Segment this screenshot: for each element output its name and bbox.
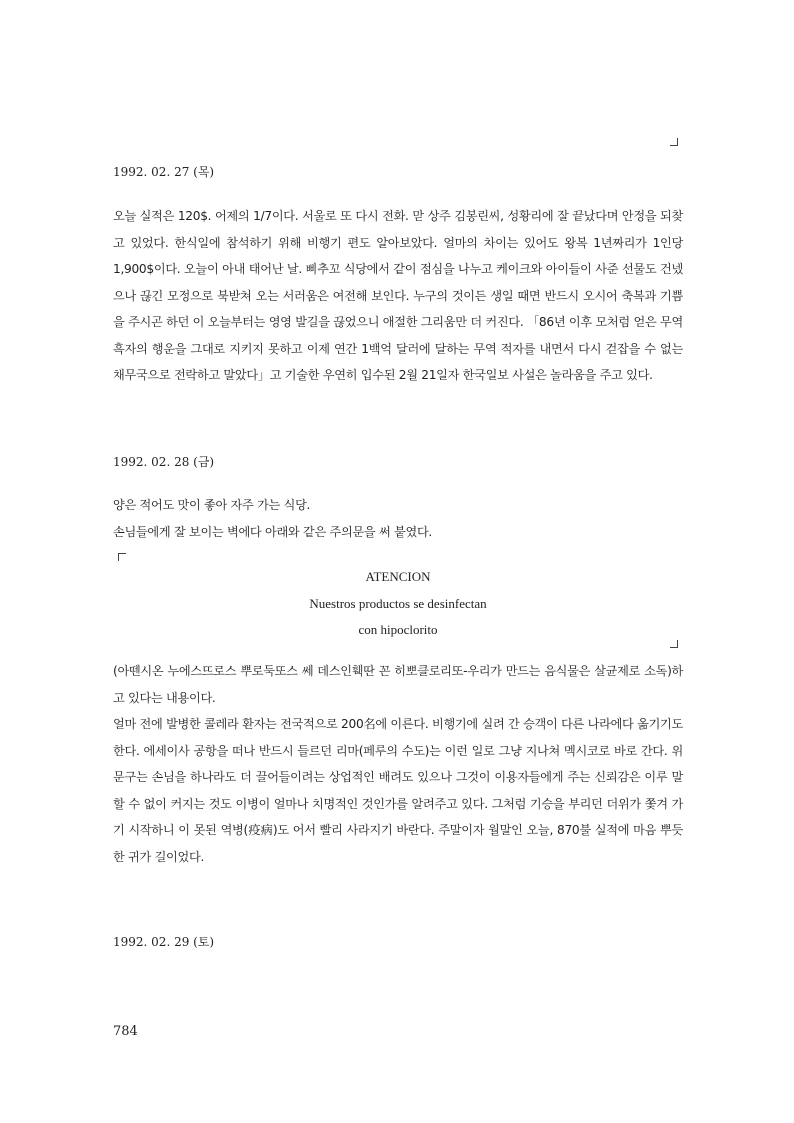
entry-date-0229: 1992. 02. 29 (토): [113, 935, 215, 949]
paragraph: 오늘 실적은 120$. 어제의 1/7이다. 서울로 또 다시 전화. 맏 상주 김봉린씨, 성황리에 잘 끝났다며 안정을 되찾고 있었다. 한식일에 참석하기 위해 비행기 편도 알아보았다. 얼마의 차이는 있어도 왕복 1년짜리가 1인당 1,900$이다. 오늘이 아내 태어난 날. 삐추꼬 식당에서 같이 점심을 나누고 케이크와 아이들이 사준 선물도 건넸으나 끊긴 모정으로 북받쳐 오는 서러움은 여전해 보인다. 누구의 것이든 생일 때면 반드시 오시어 축복과 기쁨을 주시곤 하던 이 오늘부터는 영영 발길을 끊었으니 애절한 그리움만 더 커진다. 「86년 이후 모처럼 얻은 무역 흑자의 행운을 그대로 지키지 못하고 이제 연간 1백억 달러에 달하는 무역 적자를 내면서 다시 걷잡을 수 없는 채무국으로 전락하고 말았다」고 기술한 우연히 입수된 2월 21일자 한국일보 사설은 놀라움을 주고 있다.: [113, 209, 683, 382]
quote-open-mark: [118, 553, 126, 561]
notice-title: ATENCION: [365, 569, 431, 584]
paragraph: 손님들에게 잘 보이는 벽에다 아래와 같은 주의문을 써 붙였다.: [113, 524, 432, 539]
page-number: 784: [113, 1024, 138, 1039]
notice-line: Nuestros productos se desinfectan: [309, 595, 487, 611]
quote-close-mark-top: [670, 138, 678, 146]
entry-date-0228: 1992. 02. 28 (금): [113, 455, 215, 469]
entry-body-0227: [113, 203, 683, 389]
notice-block: [113, 564, 683, 644]
entry-intro-0228: [113, 492, 683, 545]
paragraph: (아뗀시온 누에스뜨로스 뿌로둑또스 쎄 데스인훽딴 꼰 히뽀클로리또-우리가 만드는 음식물은 살균제로 소독)하고 있다는 내용이다.: [113, 664, 683, 705]
entry-date-0227: 1992. 02. 27 (목): [113, 165, 215, 179]
paragraph: 얼마 전에 발병한 콜레라 환자는 전국적으로 200名에 이른다. 비행기에 실려 간 승객이 다른 나라에다 옮기기도 한다. 에세이사 공항을 떠나 반드시 들르던 리마(페루의 수도)는 이런 일로 그냥 지나쳐 멕시코로 바로 간다. 위 문구는 손님을 하나라도 더 끌어들이려는 상업적인 배려도 있으나 그것이 이용자들에게 주는 신뢰감은 이루 말 할 수 없이 커지는 것도 이병이 얼마나 치명적인 것인가를 알려주고 있다. 그처럼 기승을 부리던 더위가 쫓겨 가기 시작하니 이 못된 역병(疫病)도 어서 빨리 사라지기 바란다. 주말이자 월말인 오늘, 870불 실적에 마음 뿌듯한 귀가 길이었다.: [113, 717, 683, 864]
paragraph: 양은 적어도 맛이 좋아 자주 가는 식당.: [113, 498, 311, 512]
notice-line: con hipoclorito: [358, 622, 438, 637]
quote-close-mark: [670, 640, 678, 648]
entry-body-0228: [113, 658, 683, 870]
